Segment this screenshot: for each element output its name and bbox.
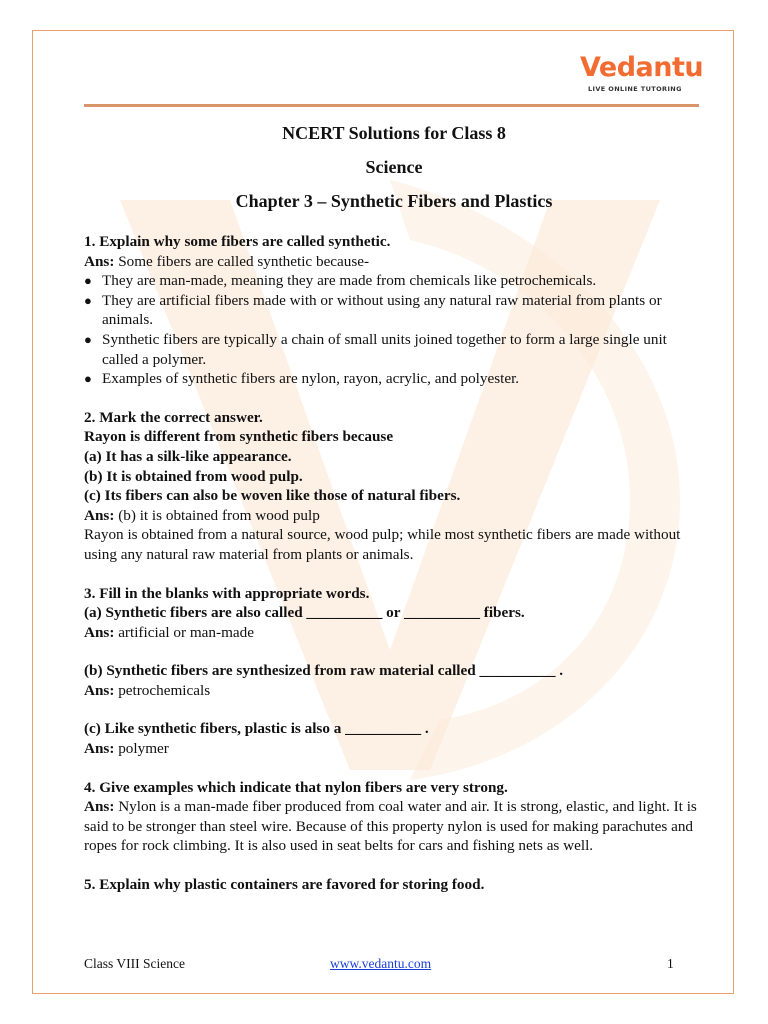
ans-label: Ans:	[84, 623, 115, 641]
q3-question: 3. Fill in the blanks with appropriate words.	[84, 584, 370, 602]
ans-label: Ans:	[84, 798, 115, 816]
q1-bullet-list	[84, 271, 704, 389]
bullet-icon: ●	[84, 371, 92, 387]
bullet-text: They are artificial fibers made with or without using any natural raw material from plants or animals.	[102, 291, 662, 329]
q4-answer-text: Nylon is a man-made fiber produced from coal water and air. It is strong, elastic, and light. It is said to be stronger than steel wire. Because of this property nylon is used for making parachutes and ropes for rock climbing. It is also used in seat belts for cars and fishing nets as well.	[84, 798, 697, 855]
q3c-answer-text: polymer	[114, 740, 169, 758]
q2-answer-text: (b) it is obtained from wood pulp	[114, 506, 320, 524]
q3a-answer-text: artificial or man-made	[114, 623, 254, 641]
bullet-text: Synthetic fibers are typically a chain of small units joined together to form a large single unit called a polymer.	[102, 330, 667, 368]
q2-explanation: Rayon is obtained from a natural source, wood pulp; while most synthetic fibers are made without using any natural raw material from plants or animals.	[84, 526, 681, 563]
doc-chapter: Chapter 3 – Synthetic Fibers and Plastics	[235, 191, 553, 211]
q2-question: 2. Mark the correct answer.	[84, 408, 263, 426]
q3b-answer-text: petrochemicals	[114, 681, 211, 699]
q2-option-c: (c) Its fibers can also be woven like those of natural fibers.	[84, 487, 461, 505]
q3b-question: (b) Synthetic fibers are synthesized from raw material called __________ .	[84, 662, 564, 680]
vedantu-logo	[580, 52, 704, 98]
q3a-question: (a) Synthetic fibers are also called __________ or __________ fibers.	[84, 604, 525, 622]
q2-answer	[84, 506, 704, 526]
list-item	[84, 369, 704, 389]
ans-label: Ans:	[84, 681, 115, 699]
q3c-answer	[84, 739, 704, 759]
q5-question: 5. Explain why plastic containers are favored for storing food.	[84, 876, 485, 894]
list-item	[84, 271, 704, 291]
header-rule	[84, 104, 699, 107]
logo-tagline: LIVE ONLINE TUTORING	[588, 85, 682, 93]
bullet-icon: ●	[84, 331, 92, 347]
q2-option-b: (b) It is obtained from wood pulp.	[84, 467, 303, 485]
q2-stem: Rayon is different from synthetic fibers because	[84, 428, 394, 446]
bullet-text: They are man-made, meaning they are made from chemicals like petrochemicals.	[102, 272, 597, 290]
q3a-answer	[84, 623, 704, 643]
list-item	[84, 330, 704, 369]
doc-title: NCERT Solutions for Class 8	[282, 123, 506, 143]
bullet-icon: ●	[84, 292, 92, 308]
q1-answer-text: Some fibers are called synthetic because-	[114, 252, 370, 270]
document-body	[84, 118, 704, 895]
bullet-icon: ●	[84, 273, 92, 289]
q3b-answer	[84, 681, 704, 701]
footer-website-link[interactable]: www.vedantu.com	[330, 956, 432, 971]
ans-label: Ans:	[84, 506, 115, 524]
logo-wordmark: Vedantu	[580, 52, 704, 83]
bullet-text: Examples of synthetic fibers are nylon, rayon, acrylic, and polyester.	[102, 370, 520, 388]
page-number: 1	[667, 956, 674, 971]
footer-class-label: Class VIII Science	[84, 956, 185, 971]
list-item	[84, 291, 704, 330]
ans-label: Ans:	[84, 740, 115, 758]
q4-answer	[84, 797, 704, 856]
q2-option-a: (a) It has a silk-like appearance.	[84, 447, 292, 465]
doc-subject: Science	[365, 157, 423, 177]
q3c-question: (c) Like synthetic fibers, plastic is also a __________ .	[84, 720, 429, 738]
q4-question: 4. Give examples which indicate that nylon fibers are very strong.	[84, 778, 508, 796]
q1-question: 1. Explain why some fibers are called synthetic.	[84, 233, 391, 250]
ans-label: Ans:	[84, 252, 115, 270]
q1-answer	[84, 252, 704, 272]
